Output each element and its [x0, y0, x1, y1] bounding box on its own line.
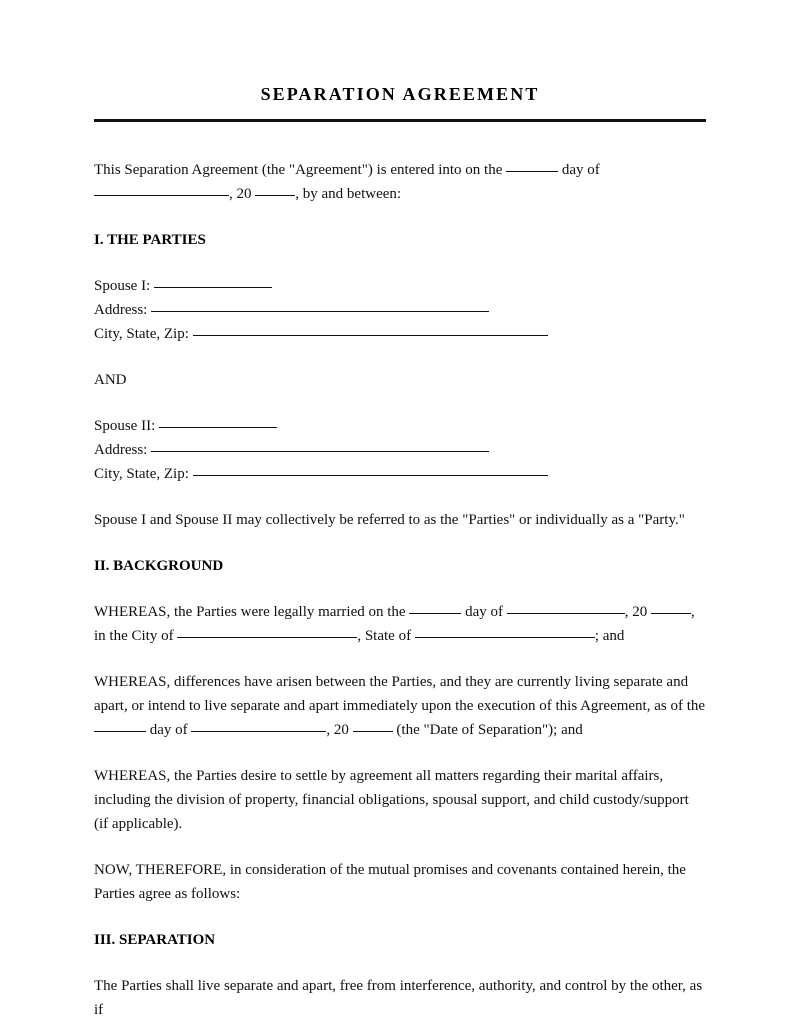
field-label-city-two: City, State, Zip:: [94, 465, 189, 482]
whereas1-month-blank[interactable]: [507, 613, 625, 614]
page-title: SEPARATION AGREEMENT: [260, 84, 540, 104]
whereas1-part2: day of: [465, 603, 503, 620]
intro-line1-before: This Separation Agreement (the "Agreement") is entered into on the: [94, 161, 503, 178]
whereas2-part3: , 20: [326, 721, 349, 738]
whereas2-part4: (the "Date of Separation"); and: [396, 721, 583, 738]
whereas2-part1: WHEREAS, differences have arisen between the Parties, and they are currently living separate and apart, or intend to live separate and apart immediately upon the execution of this Agreement, as of the: [94, 673, 706, 714]
whereas1-part1: WHEREAS, the Parties were legally married on the: [94, 603, 406, 620]
section-heading-background: II. BACKGROUND: [94, 557, 224, 574]
field-label-address-one: Address:: [94, 301, 148, 318]
field-address-two: [94, 438, 706, 462]
whereas1-part3: , 20: [624, 603, 648, 620]
now-therefore-paragraph: NOW, THEREFORE, in consideration of the mutual promises and covenants contained herein, the Parties agree as follows:: [94, 861, 686, 902]
whereas1-part4: ,: [690, 603, 695, 620]
intro-paragraph: [94, 158, 706, 206]
field-city-two: [94, 462, 706, 486]
collective-reference-note: Spouse I and Spouse II may collectively be referred to as the "Parties" or individually as a "Party.": [94, 511, 685, 528]
field-blank-address-two[interactable]: [151, 451, 489, 452]
intro-day-blank[interactable]: [506, 171, 558, 172]
field-label-address-two: Address:: [94, 441, 148, 458]
field-city-one: [94, 322, 706, 346]
intro-month-blank[interactable]: [94, 195, 229, 196]
separation-body-paragraph: The Parties shall live separate and apart, free from interference, authority, and control by the other, as if: [94, 977, 703, 1018]
section-heading-separation: III. SEPARATION: [94, 931, 216, 948]
whereas1-part6: , State of: [357, 627, 412, 644]
intro-year-prefix: , 20: [229, 185, 252, 202]
field-blank-spouse-two[interactable]: [159, 427, 277, 428]
field-address-one: [94, 298, 706, 322]
field-spouse-one: [94, 274, 706, 298]
whereas-separation-paragraph: [94, 670, 706, 742]
field-spouse-two: [94, 414, 706, 438]
whereas2-year-blank[interactable]: [353, 731, 393, 732]
field-label-spouse-two: Spouse II:: [94, 417, 156, 434]
intro-line2-after: , by and between:: [295, 185, 402, 202]
conjunction-and: AND: [94, 371, 127, 388]
whereas-married-paragraph: [94, 600, 706, 648]
field-blank-city-two[interactable]: [193, 475, 548, 476]
section-heading-parties: I. THE PARTIES: [94, 231, 206, 248]
field-blank-city-one[interactable]: [193, 335, 548, 336]
whereas1-part7: ; and: [594, 627, 625, 644]
field-label-city-one: City, State, Zip:: [94, 325, 189, 342]
whereas2-day-blank[interactable]: [94, 731, 146, 732]
title-divider: [94, 119, 706, 122]
whereas1-part5: in the City of: [94, 627, 174, 644]
intro-line1-after: day of: [561, 161, 600, 178]
field-blank-address-one[interactable]: [151, 311, 489, 312]
whereas1-city-blank[interactable]: [177, 637, 357, 638]
field-label-spouse-one: Spouse I:: [94, 277, 151, 294]
whereas2-month-blank[interactable]: [191, 731, 326, 732]
intro-year-blank[interactable]: [255, 195, 295, 196]
whereas1-state-blank[interactable]: [415, 637, 595, 638]
whereas-settlement-paragraph: WHEREAS, the Parties desire to settle by agreement all matters regarding their marital affairs, including the division of property, financial obligations, spousal support, and child custody/support (if applicable).: [94, 767, 689, 832]
whereas1-day-blank[interactable]: [409, 613, 461, 614]
document-content: [94, 0, 706, 1022]
field-blank-spouse-one[interactable]: [154, 287, 272, 288]
whereas1-year-blank[interactable]: [651, 613, 691, 614]
whereas2-part2: day of: [149, 721, 188, 738]
